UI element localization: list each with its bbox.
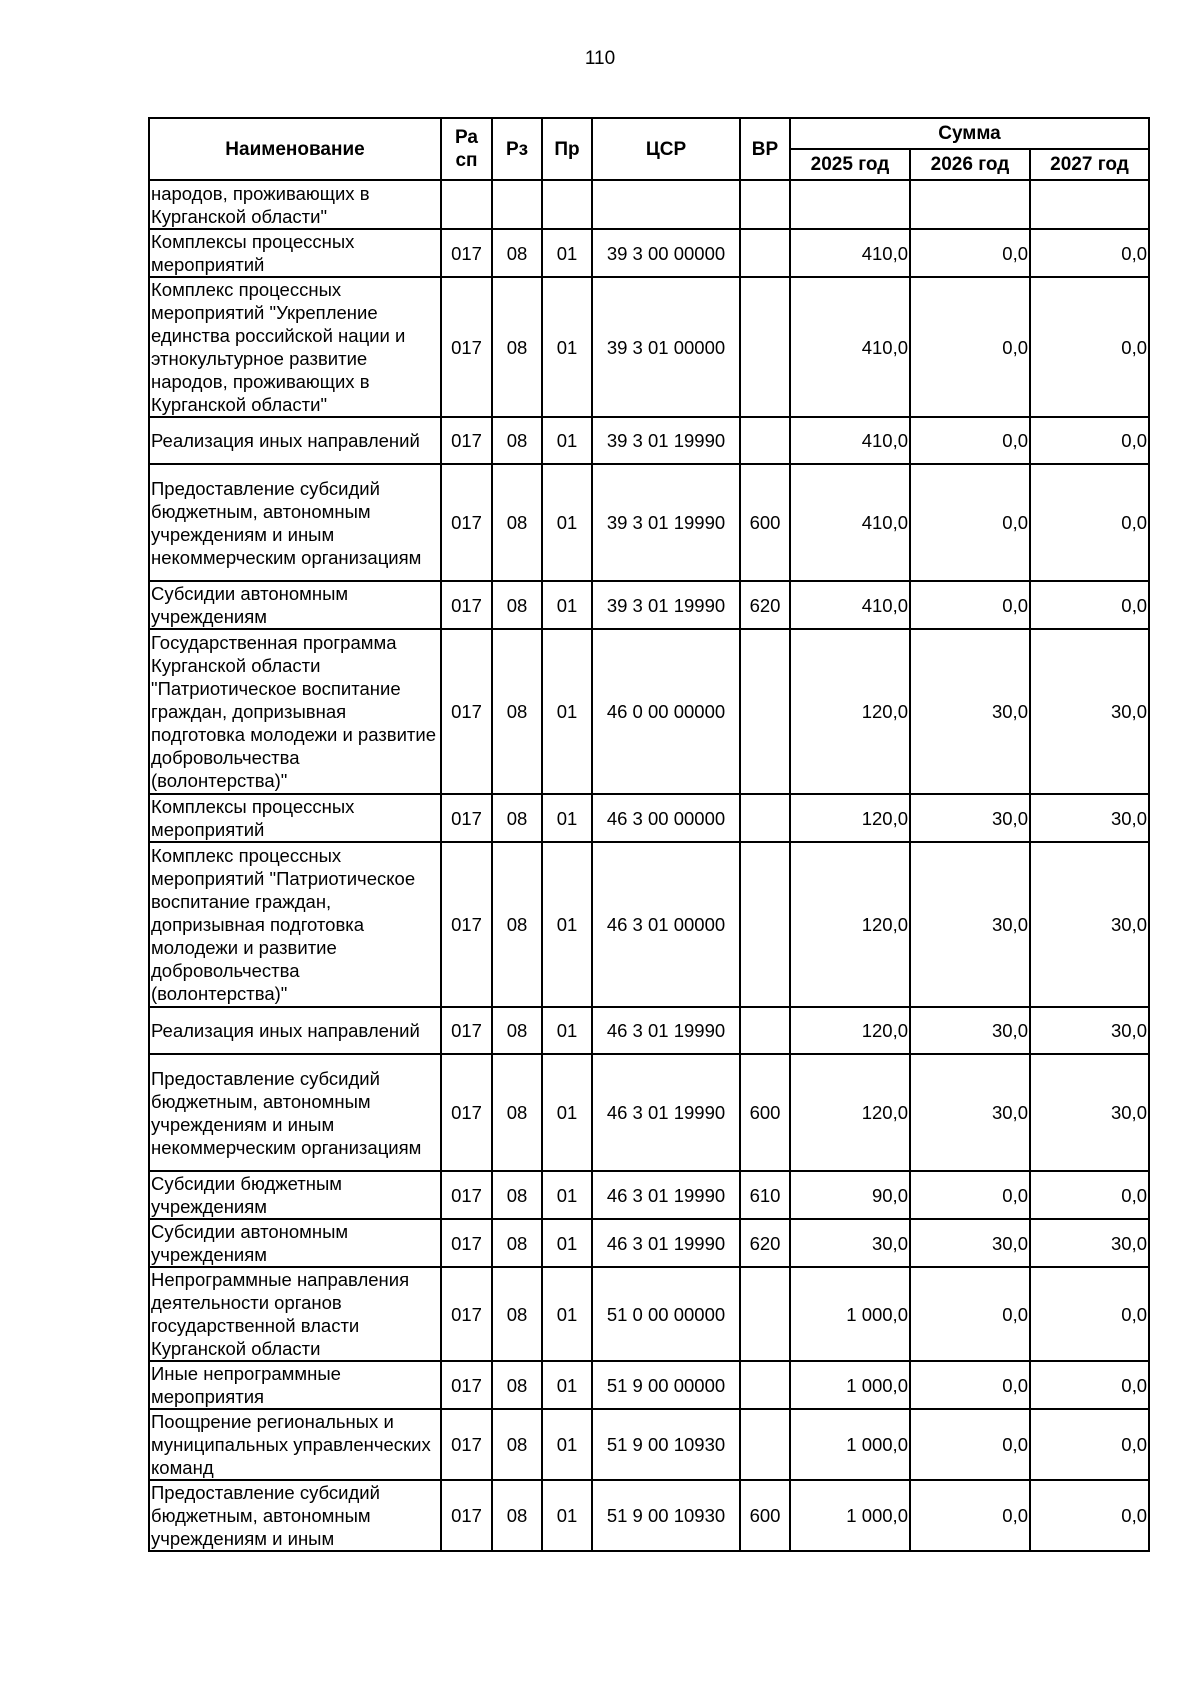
cell-2027: 0,0 [1030, 464, 1149, 581]
cell-2027: 0,0 [1030, 277, 1149, 417]
cell-vr: 620 [740, 581, 790, 629]
cell-pr: 01 [542, 581, 592, 629]
header-rasp-line1: Ра [455, 127, 478, 148]
header-rasp-line2: сп [455, 150, 478, 171]
table-row [149, 842, 1149, 1007]
cell-csr: 39 3 01 19990 [592, 417, 740, 464]
cell-rz: 08 [492, 1219, 542, 1267]
cell-rz: 08 [492, 629, 542, 794]
cell-2026: 30,0 [910, 1054, 1030, 1171]
table-row [149, 1171, 1149, 1219]
cell-2027: 30,0 [1030, 794, 1149, 842]
cell-pr: 01 [542, 417, 592, 464]
cell-vr [740, 1409, 790, 1480]
header-year-2026: 2026 год [910, 149, 1030, 180]
cell-csr: 51 9 00 00000 [592, 1361, 740, 1409]
header-sum: Сумма [790, 118, 1149, 149]
cell-2027: 0,0 [1030, 1409, 1149, 1480]
cell-2027: 30,0 [1030, 1007, 1149, 1054]
cell-name: Комплекс процессных мероприятий "Укрепление единства российской нации и этнокультурное развитие народов, проживающих в Курганской области" [149, 277, 441, 417]
cell-2026: 0,0 [910, 1361, 1030, 1409]
table-row [149, 417, 1149, 464]
cell-2025 [790, 180, 910, 229]
cell-pr: 01 [542, 794, 592, 842]
cell-pr: 01 [542, 1171, 592, 1219]
cell-pr: 01 [542, 277, 592, 417]
cell-2025: 1 000,0 [790, 1361, 910, 1409]
cell-rasp: 017 [441, 277, 492, 417]
cell-name: Предоставление субсидий бюджетным, автономным учреждениям и иным [149, 1480, 441, 1551]
cell-2027: 30,0 [1030, 1219, 1149, 1267]
cell-pr: 01 [542, 1409, 592, 1480]
table-row [149, 1409, 1149, 1480]
cell-pr [542, 180, 592, 229]
cell-2027: 0,0 [1030, 417, 1149, 464]
cell-2027: 30,0 [1030, 1054, 1149, 1171]
cell-rasp: 017 [441, 464, 492, 581]
cell-name: Комплексы процессных мероприятий [149, 794, 441, 842]
cell-2027: 0,0 [1030, 229, 1149, 277]
cell-rz: 08 [492, 1054, 542, 1171]
cell-pr: 01 [542, 1267, 592, 1361]
cell-2026: 0,0 [910, 417, 1030, 464]
table-row [149, 581, 1149, 629]
cell-rasp: 017 [441, 581, 492, 629]
cell-vr: 620 [740, 1219, 790, 1267]
cell-name: Субсидии автономным учреждениям [149, 581, 441, 629]
cell-2025: 120,0 [790, 629, 910, 794]
cell-csr: 39 3 01 00000 [592, 277, 740, 417]
cell-vr [740, 417, 790, 464]
cell-2027: 0,0 [1030, 581, 1149, 629]
cell-pr: 01 [542, 1007, 592, 1054]
cell-2025: 1 000,0 [790, 1480, 910, 1551]
cell-2025: 410,0 [790, 229, 910, 277]
cell-rz: 08 [492, 1361, 542, 1409]
cell-rz: 08 [492, 277, 542, 417]
table-row [149, 1361, 1149, 1409]
cell-vr [740, 1267, 790, 1361]
table-row [149, 1480, 1149, 1551]
cell-2025: 120,0 [790, 1007, 910, 1054]
cell-2026: 30,0 [910, 1219, 1030, 1267]
cell-name: Реализация иных направлений [149, 417, 441, 464]
cell-2027: 0,0 [1030, 1480, 1149, 1551]
cell-pr: 01 [542, 1480, 592, 1551]
cell-rasp: 017 [441, 1007, 492, 1054]
cell-rz: 08 [492, 1409, 542, 1480]
cell-2025: 120,0 [790, 1054, 910, 1171]
cell-rasp: 017 [441, 794, 492, 842]
cell-rasp: 017 [441, 1171, 492, 1219]
cell-rz: 08 [492, 1267, 542, 1361]
cell-csr: 46 3 00 00000 [592, 794, 740, 842]
cell-2026: 30,0 [910, 842, 1030, 1007]
cell-vr [740, 1361, 790, 1409]
cell-csr: 39 3 01 19990 [592, 581, 740, 629]
cell-2025: 120,0 [790, 842, 910, 1007]
cell-rz: 08 [492, 581, 542, 629]
cell-2026: 0,0 [910, 1409, 1030, 1480]
cell-csr: 46 3 01 00000 [592, 842, 740, 1007]
cell-rz: 08 [492, 1171, 542, 1219]
cell-rasp: 017 [441, 1219, 492, 1267]
cell-2027: 30,0 [1030, 629, 1149, 794]
cell-name: Субсидии автономным учреждениям [149, 1219, 441, 1267]
cell-vr: 600 [740, 1480, 790, 1551]
cell-rasp: 017 [441, 417, 492, 464]
cell-csr: 46 0 00 00000 [592, 629, 740, 794]
cell-vr [740, 794, 790, 842]
cell-pr: 01 [542, 1054, 592, 1171]
cell-2025: 30,0 [790, 1219, 910, 1267]
cell-vr [740, 229, 790, 277]
cell-rz: 08 [492, 794, 542, 842]
cell-csr [592, 180, 740, 229]
cell-pr: 01 [542, 229, 592, 277]
cell-rasp: 017 [441, 1480, 492, 1551]
cell-2026: 30,0 [910, 794, 1030, 842]
cell-name: Поощрение региональных и муниципальных управленческих команд [149, 1409, 441, 1480]
table-row [149, 229, 1149, 277]
cell-rz: 08 [492, 1007, 542, 1054]
table-row [149, 277, 1149, 417]
cell-name: Предоставление субсидий бюджетным, автономным учреждениям и иным некоммерческим организациям [149, 1054, 441, 1171]
cell-vr [740, 180, 790, 229]
cell-2026: 0,0 [910, 1171, 1030, 1219]
cell-2026: 0,0 [910, 1267, 1030, 1361]
cell-2027: 0,0 [1030, 1171, 1149, 1219]
cell-2026: 0,0 [910, 1480, 1030, 1551]
table-row [149, 629, 1149, 794]
cell-2025: 410,0 [790, 581, 910, 629]
cell-2027: 0,0 [1030, 1361, 1149, 1409]
cell-name: Комплексы процессных мероприятий [149, 229, 441, 277]
cell-2027 [1030, 180, 1149, 229]
cell-2025: 410,0 [790, 464, 910, 581]
cell-csr: 46 3 01 19990 [592, 1171, 740, 1219]
cell-csr: 46 3 01 19990 [592, 1007, 740, 1054]
cell-rz: 08 [492, 1480, 542, 1551]
cell-csr: 39 3 01 19990 [592, 464, 740, 581]
cell-2025: 1 000,0 [790, 1409, 910, 1480]
header-vr: ВР [740, 118, 790, 180]
cell-2026 [910, 180, 1030, 229]
cell-rasp: 017 [441, 229, 492, 277]
table-row [149, 1054, 1149, 1171]
cell-name: Иные непрограммные мероприятия [149, 1361, 441, 1409]
cell-rasp: 017 [441, 842, 492, 1007]
cell-csr: 51 0 00 00000 [592, 1267, 740, 1361]
cell-2026: 30,0 [910, 1007, 1030, 1054]
cell-name: Реализация иных направлений [149, 1007, 441, 1054]
cell-name: Государственная программа Курганской области "Патриотическое воспитание граждан, допризывная подготовка молодежи и развитие добровольчества (волонтерства)" [149, 629, 441, 794]
cell-rz [492, 180, 542, 229]
header-rz: Рз [492, 118, 542, 180]
header-name: Наименование [149, 118, 441, 180]
cell-2026: 0,0 [910, 581, 1030, 629]
cell-csr: 51 9 00 10930 [592, 1480, 740, 1551]
cell-pr: 01 [542, 464, 592, 581]
cell-2026: 0,0 [910, 464, 1030, 581]
cell-rasp [441, 180, 492, 229]
table-row [149, 1007, 1149, 1054]
cell-2025: 410,0 [790, 277, 910, 417]
header-rasp [441, 118, 492, 180]
cell-name: Субсидии бюджетным учреждениям [149, 1171, 441, 1219]
cell-vr [740, 842, 790, 1007]
cell-rasp: 017 [441, 629, 492, 794]
cell-2025: 120,0 [790, 794, 910, 842]
cell-2026: 0,0 [910, 229, 1030, 277]
cell-rasp: 017 [441, 1409, 492, 1480]
cell-csr: 46 3 01 19990 [592, 1054, 740, 1171]
cell-csr: 39 3 00 00000 [592, 229, 740, 277]
table-row [149, 794, 1149, 842]
cell-2026: 0,0 [910, 277, 1030, 417]
cell-vr [740, 1007, 790, 1054]
cell-rz: 08 [492, 417, 542, 464]
cell-rasp: 017 [441, 1361, 492, 1409]
cell-2027: 0,0 [1030, 1267, 1149, 1361]
budget-table [148, 117, 1150, 1552]
cell-rz: 08 [492, 464, 542, 581]
table-row [149, 464, 1149, 581]
cell-pr: 01 [542, 1219, 592, 1267]
table-row [149, 180, 1149, 229]
cell-pr: 01 [542, 1361, 592, 1409]
cell-vr: 600 [740, 464, 790, 581]
cell-2025: 1 000,0 [790, 1267, 910, 1361]
cell-name: народов, проживающих в Курганской области" [149, 180, 441, 229]
cell-vr: 600 [740, 1054, 790, 1171]
page-number: 110 [584, 48, 616, 69]
cell-rasp: 017 [441, 1054, 492, 1171]
cell-2025: 90,0 [790, 1171, 910, 1219]
cell-rz: 08 [492, 229, 542, 277]
cell-name: Непрограммные направления деятельности органов государственной власти Курганской области [149, 1267, 441, 1361]
cell-rasp: 017 [441, 1267, 492, 1361]
header-year-2027: 2027 год [1030, 149, 1149, 180]
header-pr: Пр [542, 118, 592, 180]
cell-pr: 01 [542, 629, 592, 794]
table-row [149, 1267, 1149, 1361]
table-body [149, 180, 1149, 1551]
cell-csr: 51 9 00 10930 [592, 1409, 740, 1480]
header-csr: ЦСР [592, 118, 740, 180]
cell-name: Комплекс процессных мероприятий "Патриотическое воспитание граждан, допризывная подготовка молодежи и развитие добровольчества (волонтерства)" [149, 842, 441, 1007]
cell-vr: 610 [740, 1171, 790, 1219]
cell-2025: 410,0 [790, 417, 910, 464]
header-year-2025: 2025 год [790, 149, 910, 180]
cell-2027: 30,0 [1030, 842, 1149, 1007]
cell-vr [740, 277, 790, 417]
cell-rz: 08 [492, 842, 542, 1007]
cell-csr: 46 3 01 19990 [592, 1219, 740, 1267]
cell-name: Предоставление субсидий бюджетным, автономным учреждениям и иным некоммерческим организациям [149, 464, 441, 581]
cell-2026: 30,0 [910, 629, 1030, 794]
table-row [149, 1219, 1149, 1267]
cell-vr [740, 629, 790, 794]
cell-pr: 01 [542, 842, 592, 1007]
